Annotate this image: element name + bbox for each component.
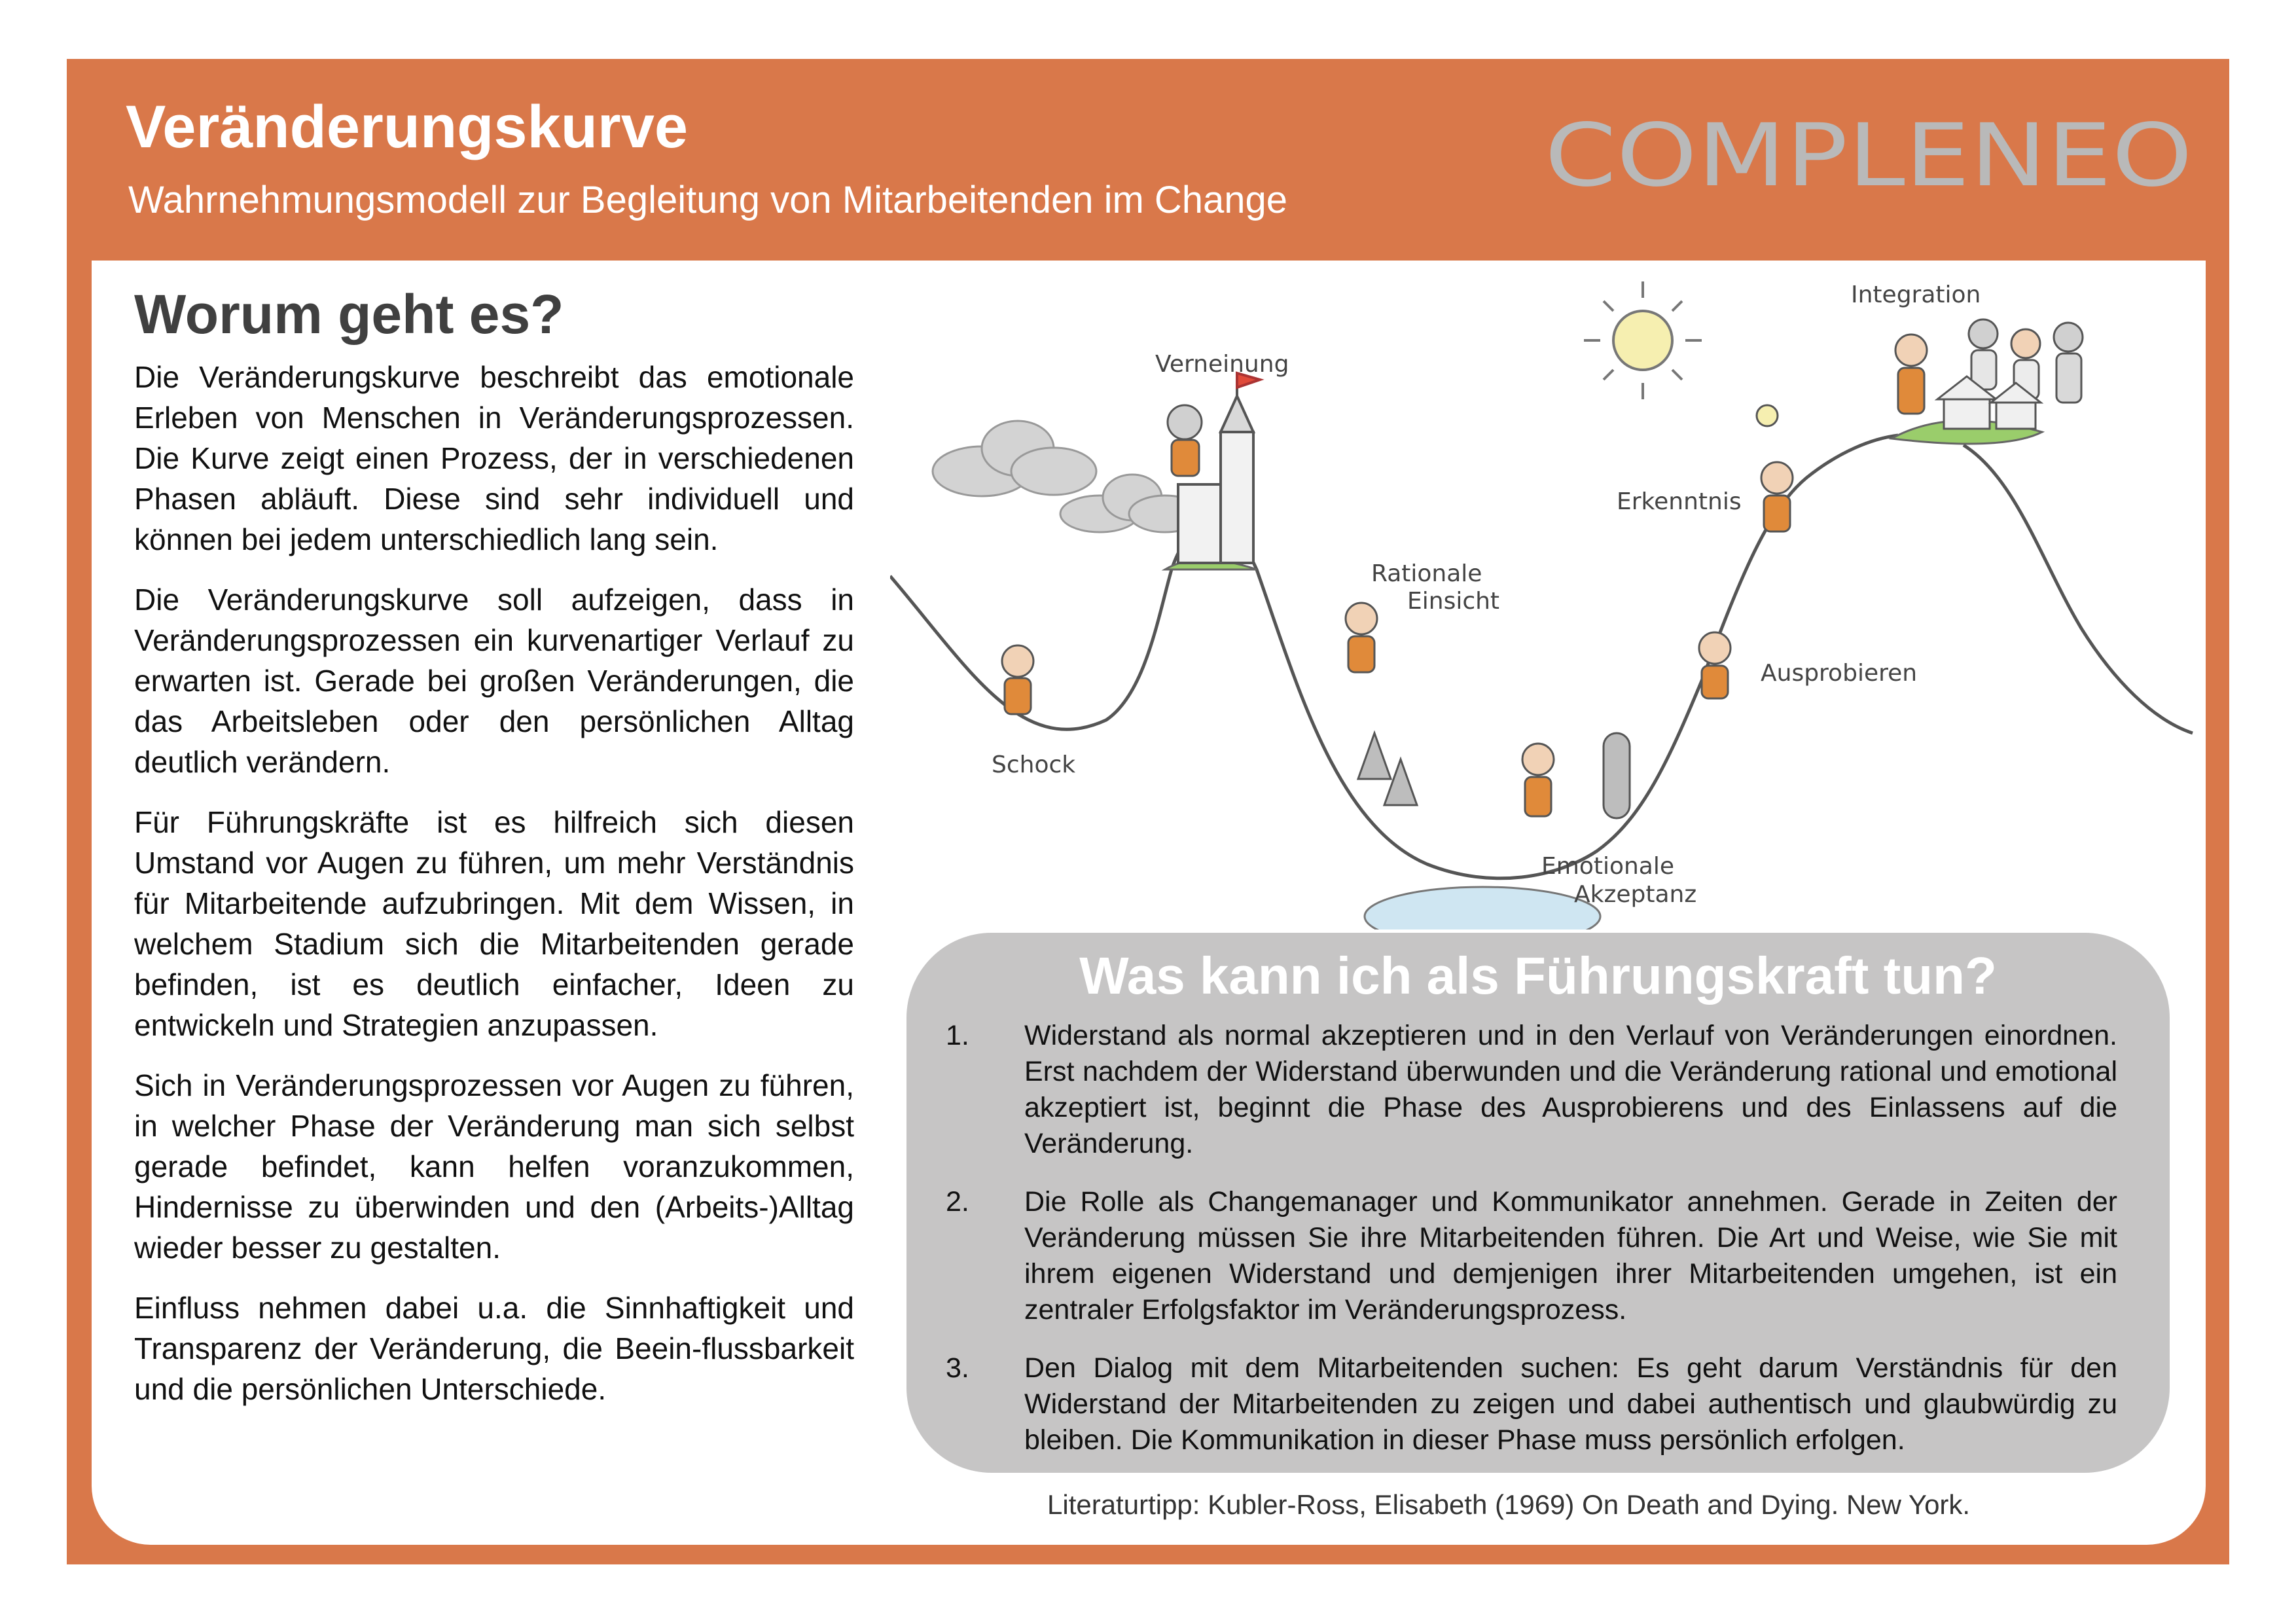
phase-label-integration: Integration: [1851, 281, 1981, 308]
change-curve-line: [890, 435, 1898, 878]
person-figure-erkenntnis: [1761, 462, 1793, 532]
phase-label-schock: Schock: [992, 751, 1076, 778]
person-figure-rationale-einsicht: [1346, 603, 1377, 672]
right-slope-line: [1964, 445, 2193, 733]
page-title: Veränderungskurve: [126, 94, 689, 160]
compleneo-logo: [1545, 108, 2193, 206]
lake-shape: [1365, 887, 1600, 929]
logo-text: COMPLENEO: [1545, 108, 2193, 206]
tip-number: 3.: [946, 1352, 969, 1384]
change-curve-illustration: [890, 262, 2199, 929]
tip-number: 1.: [946, 1020, 969, 1051]
tip-item: [946, 1018, 2117, 1162]
intro-text: [134, 357, 854, 1429]
tips-heading: Was kann ich als Führungskraft tun?: [1079, 947, 1997, 1005]
person-figure-emotionale-akzeptanz: [1522, 744, 1554, 816]
intro-paragraph: Die Veränderungskurve beschreibt das emotionale Erleben von Menschen in Veränderungsprozessen. Die Kurve zeigt einen Prozess, der in verschiedenen Phasen abläuft. Diese sind sehr individuell und können bei jedem unterschiedlich lang sein.: [134, 360, 854, 556]
tips-list: [946, 1018, 2117, 1481]
tip-text: Den Dialog mit dem Mitarbeitenden suchen: Es geht darum Verständnis für den Widerstand der Mitarbeitenden zu zeigen und dabei authentisch und glaubwürdig zu bleiben. Die Kommunikation in dieser Phase muss persönlich erfolgen.: [1024, 1352, 2117, 1456]
intro-paragraph: Einfluss nehmen dabei u.a. die Sinnhaftigkeit und Transparenz der Veränderung, die Beein-flussbarkeit und die persönlichen Unterschiede.: [134, 1291, 854, 1406]
section-heading-worum: Worum geht es?: [134, 283, 564, 345]
phase-label-einsicht: Einsicht: [1407, 588, 1500, 615]
tip-item: [946, 1350, 2117, 1458]
phase-label-erkenntnis: Erkenntnis: [1617, 488, 1742, 515]
tip-number: 2.: [946, 1186, 969, 1218]
intro-paragraph: Die Veränderungskurve soll aufzeigen, dass in Veränderungsprozessen ein kurvenartiger Verlauf zu erwarten ist. Gerade bei großen Veränderungen, die das Arbeitsleben oder den persönlichen Alltag deutlich verändern.: [134, 583, 854, 779]
tip-text: Die Rolle als Changemanager und Kommunikator annehmen. Gerade in Zeiten der Veränderung müssen Sie ihre Mitarbeitenden führen. Die Art und Weise, wie Sie mit ihrem eigenen Widerstand und demjenigen ihrer Mitarbeitenden umgehen, ist ein zentraler Erfolgsfaktor im Veränderungsprozess.: [1024, 1186, 2117, 1326]
phase-label-emotionale: Emotionale: [1541, 853, 1675, 880]
person-figure-verneinung: [1168, 405, 1202, 476]
sun-icon: [1584, 281, 1702, 399]
tips-box: [906, 933, 2170, 1473]
phase-label-ausprobieren: Ausprobieren: [1761, 660, 1918, 687]
phase-label-rationale: Rationale: [1371, 560, 1482, 587]
literature-tip: Literaturtipp: Kubler-Ross, Elisabeth (1969) On Death and Dying. New York.: [1047, 1489, 1971, 1520]
tree-icon: [1358, 733, 1630, 818]
page-subtitle: Wahrnehmungsmodell zur Begleitung von Mitarbeitenden im Change: [128, 179, 1288, 221]
lightbulb-icon: [1757, 405, 1778, 426]
phase-label-akzeptanz: Akzeptanz: [1574, 881, 1697, 908]
cloud-icon: [933, 421, 1096, 496]
tip-item: [946, 1184, 2117, 1328]
phase-label-verneinung: Verneinung: [1155, 351, 1289, 378]
person-figure-schock: [1002, 645, 1033, 714]
tip-text: Widerstand als normal akzeptieren und in den Verlauf von Veränderungen einordnen. Erst nachdem der Widerstand überwunden und die Veränderung rational und emotional akzeptiert ist, beginnt die Phase des Ausprobierens und des Einlassens auf die Veränderung.: [1024, 1020, 2117, 1159]
intro-paragraph: Sich in Veränderungsprozessen vor Augen zu führen, in welcher Phase der Veränderung man sich selbst gerade befindet, kann helfen voranzukommen, Hindernisse zu überwinden und den (Arbeits-)Alltag wieder besser zu gestalten.: [134, 1068, 854, 1265]
person-figure-ausprobieren: [1699, 632, 1731, 698]
intro-paragraph: Für Führungskräfte ist es hilfreich sich diesen Umstand vor Augen zu führen, um mehr Verständnis für Mitarbeitende aufzubringen. Mit dem Wissen, in welchem Stadium sich die Mitarbeitenden gerade befinden, ist es deutlich einfacher, Ideen zu entwickeln und Strategien anzupassen.: [134, 805, 854, 1042]
